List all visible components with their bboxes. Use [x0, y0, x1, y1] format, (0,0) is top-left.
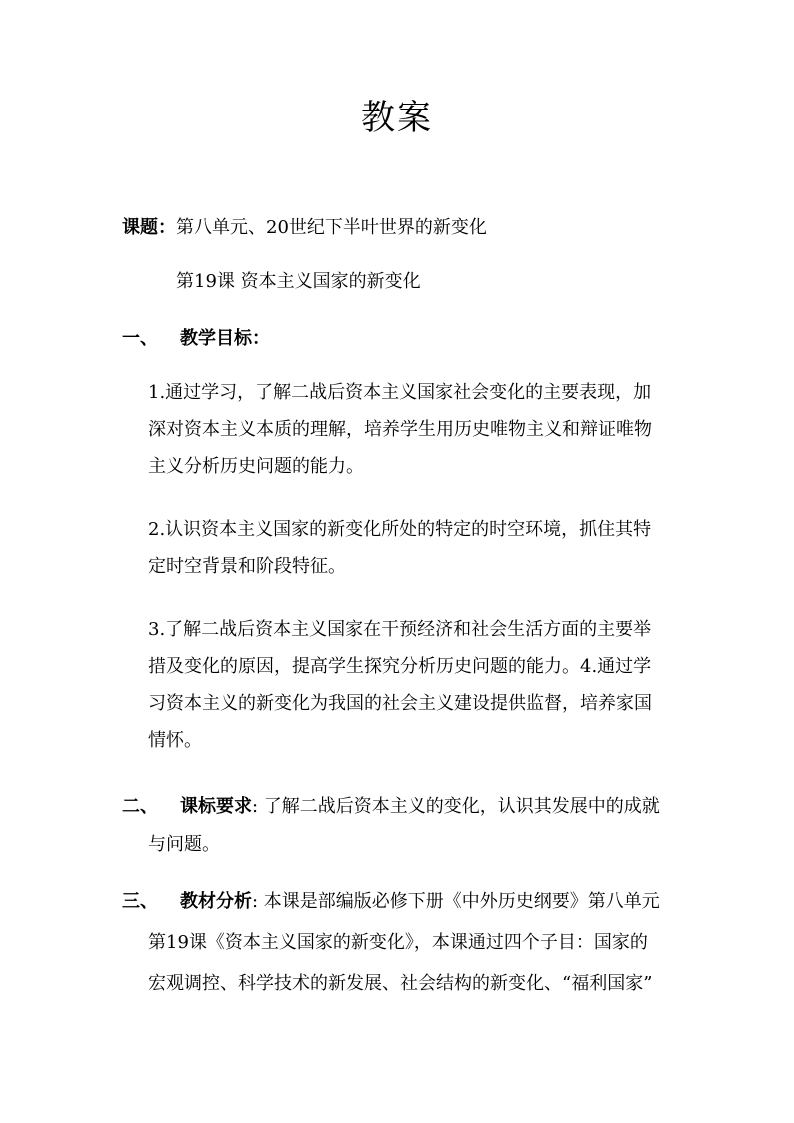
section-2-first-line: [122, 795, 660, 819]
section-3-title: 教材分析: [180, 891, 252, 912]
section-2-continuation: 与问题。: [148, 834, 220, 855]
section-2-title: 课标要求: [180, 796, 252, 817]
goal-3-paragraph: [148, 611, 683, 759]
section-2-text: : 了解二战后资本主义的变化，认识其发展中的成就: [252, 796, 660, 817]
section-1-title: 教学目标：: [180, 328, 270, 349]
topic-label: 课题：: [122, 217, 176, 238]
goal-2-line: 2.认识资本主义国家的新变化所处的特定的时空环境，抓住其特: [148, 519, 652, 540]
topic-line: [122, 216, 487, 240]
goal-3-line: 习资本主义的新变化为我国的社会主义建设提供监督，培养家国: [148, 693, 652, 714]
document-title: 教案: [361, 98, 433, 138]
goal-1-line: 1.通过学习，了解二战后资本主义国家社会变化的主要表现，加: [148, 382, 652, 403]
section-2-number: 二、: [122, 796, 158, 817]
goal-3-line: 情怀。: [148, 730, 202, 751]
section-1-heading: [122, 327, 270, 351]
goal-1-paragraph: [148, 374, 683, 485]
goal-1-line: 主义分析历史问题的能力。: [148, 456, 364, 477]
topic-value: 第八单元、20世纪下半叶世界的新变化: [176, 217, 487, 238]
section-3-first-line: [122, 890, 660, 914]
section-3-number: 三、: [122, 891, 158, 912]
section-1-number: 一、: [122, 328, 158, 349]
section-3-continuation: 宏观调控、科学技术的新发展、社会结构的新变化、“福利国家”: [148, 973, 653, 994]
goal-3-line: 措及变化的原因，提高学生探究分析历史问题的能力。4.通过学: [148, 656, 652, 677]
lesson-title: 第19课 资本主义国家的新变化: [176, 271, 421, 292]
section-3-continuation: 第19课《资本主义国家的新变化》，本课通过四个子目：国家的: [148, 932, 648, 953]
section-3-text: : 本课是部编版必修下册《中外历史纲要》第八单元: [252, 891, 660, 912]
goal-2-line: 定时空背景和阶段特征。: [148, 556, 346, 577]
goal-2-paragraph: [148, 511, 683, 585]
goal-1-line: 深对资本主义本质的理解，培养学生用历史唯物主义和辩证唯物: [148, 419, 652, 440]
goal-3-line: 3.了解二战后资本主义国家在干预经济和社会生活方面的主要举: [148, 619, 652, 640]
